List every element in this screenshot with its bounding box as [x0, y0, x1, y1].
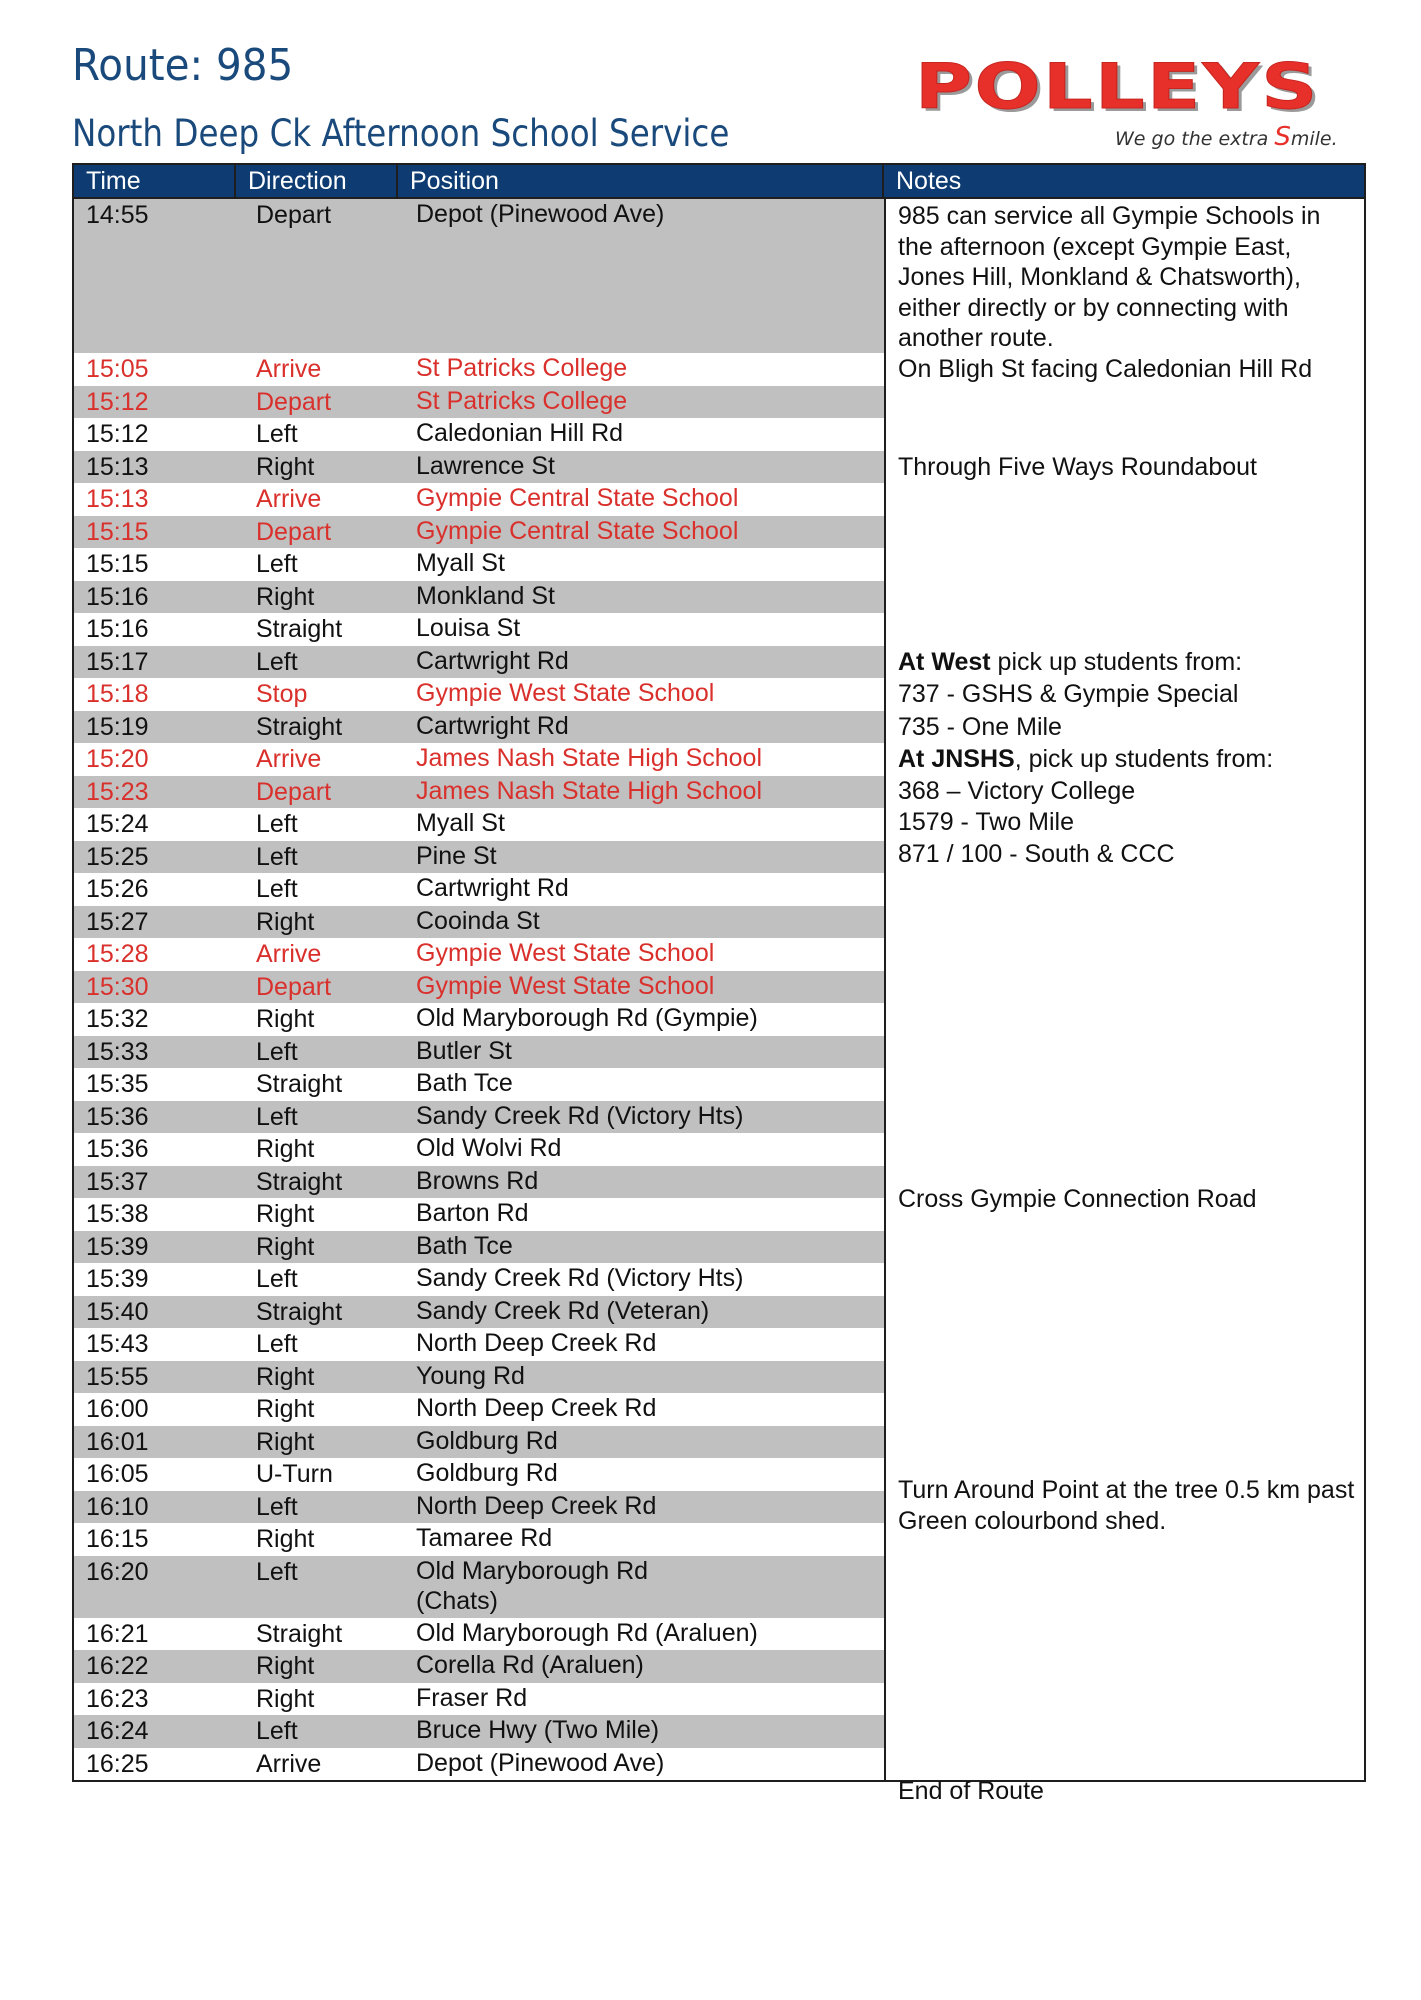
- route-title: Route: 985: [72, 40, 294, 91]
- table-row: [74, 1101, 884, 1134]
- row-time: 16:10: [86, 1492, 149, 1521]
- row-position: Gympie West State School: [416, 971, 715, 1000]
- row-direction: Right: [256, 1232, 315, 1261]
- row-position: Cartwright Rd: [416, 646, 569, 675]
- row-time: 15:30: [86, 972, 149, 1001]
- row-position: Sandy Creek Rd (Veteran): [416, 1296, 710, 1325]
- row-time: 15:32: [86, 1005, 149, 1033]
- note-west-735: 735 - One Mile: [898, 713, 1062, 741]
- row-position: Fraser Rd: [416, 1683, 528, 1712]
- row-direction: Right: [256, 1525, 315, 1553]
- note-five-ways: Through Five Ways Roundabout: [898, 453, 1257, 481]
- row-time: 15:16: [86, 582, 149, 611]
- route-timetable: [72, 163, 1366, 1805]
- row-time: 16:05: [86, 1460, 149, 1488]
- row-position: St Patricks College: [416, 386, 628, 415]
- row-time: 15:28: [86, 940, 149, 968]
- row-position: Depot (Pinewood Ave): [416, 200, 665, 228]
- row-time: 15:19: [86, 712, 149, 741]
- row-time: 16:21: [86, 1619, 149, 1648]
- row-position: Bruce Hwy (Two Mile): [416, 1716, 660, 1744]
- row-direction: Left: [256, 550, 298, 578]
- row-direction: Straight: [256, 615, 343, 643]
- row-time: 15:12: [86, 387, 149, 416]
- row-position: Old Maryborough Rd (Gympie): [416, 1004, 758, 1032]
- notes-column: [886, 199, 1364, 1805]
- row-direction: Right: [256, 452, 315, 481]
- row-direction: Right: [256, 1362, 315, 1391]
- table-row: [74, 1618, 884, 1651]
- row-direction: Depart: [256, 972, 332, 1001]
- row-direction: Left: [256, 875, 298, 903]
- row-time: 16:22: [86, 1652, 149, 1680]
- row-time: 15:25: [86, 842, 149, 871]
- table-row: [74, 483, 884, 516]
- table-row: [74, 1523, 884, 1556]
- column-header-time: Time: [74, 165, 236, 197]
- logo-tagline: [1115, 122, 1338, 152]
- table-row: [74, 516, 884, 549]
- row-position: Sandy Creek Rd (Victory Hts): [416, 1101, 744, 1130]
- row-time: 15:23: [86, 777, 149, 806]
- row-time: 15:16: [86, 615, 149, 643]
- row-time: 16:01: [86, 1427, 149, 1456]
- note-jnshs-bold: At JNSHS: [898, 745, 1015, 773]
- row-time: 15:12: [86, 420, 149, 448]
- row-position: James Nash State High School: [416, 776, 763, 805]
- row-position: Butler St: [416, 1036, 512, 1065]
- row-direction: Depart: [256, 387, 332, 416]
- table-row: [74, 1166, 884, 1199]
- service-title: North Deep Ck Afternoon School Service: [72, 112, 730, 155]
- note-jnshs-1579: 1579 - Two Mile: [898, 808, 1075, 836]
- row-position: Caledonian Hill Rd: [416, 419, 624, 447]
- table-row: [74, 418, 884, 451]
- row-position: St Patricks College: [416, 354, 628, 382]
- row-position: North Deep Creek Rd: [416, 1491, 657, 1520]
- column-header-notes: Notes: [896, 167, 962, 195]
- note-turnaround: Turn Around Point at the tree 0.5 km past Green colourbond shed.: [898, 1476, 1355, 1535]
- row-time: 16:20: [86, 1557, 149, 1586]
- row-position: Tamaree Rd: [416, 1524, 553, 1552]
- table-row: [74, 1198, 884, 1231]
- row-direction: Straight: [256, 712, 343, 741]
- row-direction: Arrive: [256, 1749, 322, 1778]
- row-time: 15:33: [86, 1037, 149, 1066]
- row-direction: Left: [256, 1557, 298, 1586]
- row-direction: Right: [256, 1684, 315, 1713]
- row-direction: Left: [256, 1265, 298, 1293]
- row-direction: Left: [256, 1037, 298, 1066]
- column-header-position: Position: [398, 165, 884, 197]
- table-row: [74, 1650, 884, 1683]
- table-row: [74, 711, 884, 744]
- row-time: 15:38: [86, 1200, 149, 1228]
- row-time: 15:18: [86, 680, 149, 708]
- row-position: Bath Tce: [416, 1069, 513, 1097]
- table-row: [74, 451, 884, 484]
- table-row: [74, 776, 884, 809]
- row-position: Gympie Central State School: [416, 516, 739, 545]
- row-direction: Straight: [256, 1297, 343, 1326]
- table-row: [74, 386, 884, 419]
- row-position: North Deep Creek Rd: [416, 1394, 657, 1422]
- note-connection-road: Cross Gympie Connection Road: [898, 1185, 1257, 1213]
- table-row: [74, 646, 884, 679]
- table-row: [74, 1426, 884, 1459]
- row-time: 16:00: [86, 1395, 149, 1423]
- row-time: 15:40: [86, 1297, 149, 1326]
- table-row: [74, 906, 884, 939]
- row-direction: Left: [256, 420, 298, 448]
- note-west-bold: At West: [898, 648, 991, 676]
- row-direction: Right: [256, 1427, 315, 1456]
- note-west-rest: pick up students from:: [990, 648, 1243, 676]
- row-time: 15:17: [86, 647, 149, 676]
- row-direction: Right: [256, 1135, 315, 1163]
- table-row: [74, 808, 884, 841]
- tagline-text: We go the extra: [1115, 128, 1275, 150]
- logo-brand: POLLEYS: [915, 50, 1320, 124]
- table-row: [74, 1715, 884, 1748]
- row-direction: Depart: [256, 777, 332, 806]
- row-direction: Right: [256, 1200, 315, 1228]
- row-time: 15:55: [86, 1362, 149, 1391]
- table-row: [74, 1393, 884, 1426]
- row-position: Lawrence St: [416, 451, 555, 480]
- tagline-text-end: mile.: [1290, 128, 1338, 150]
- row-position: Goldburg Rd: [416, 1426, 558, 1455]
- table-row: [74, 613, 884, 646]
- note-intro: 985 can service all Gympie Schools in the afternoon (except Gympie East, Jones Hill, Monkland & Chatsworth), either directly or by connecting with another route.: [898, 202, 1321, 352]
- row-direction: Right: [256, 1395, 315, 1423]
- note-jnshs-368: 368 – Victory College: [898, 777, 1136, 805]
- table-row: [74, 1263, 884, 1296]
- row-time: 15:26: [86, 875, 149, 903]
- row-position: Monkland St: [416, 581, 555, 610]
- polleys-logo: [915, 50, 1370, 150]
- table-row: [74, 938, 884, 971]
- row-time: 15:24: [86, 810, 149, 838]
- note-jnshs-rest: , pick up students from:: [1014, 745, 1274, 773]
- note-west-pickup: [898, 647, 1358, 678]
- table-row: [74, 1003, 884, 1036]
- row-time: 16:15: [86, 1525, 149, 1553]
- row-position: Pine St: [416, 841, 497, 870]
- row-time: 16:25: [86, 1749, 149, 1778]
- row-direction: Arrive: [256, 485, 322, 513]
- row-direction: Straight: [256, 1619, 343, 1648]
- row-position: Young Rd: [416, 1361, 525, 1390]
- table-row: [74, 1556, 884, 1618]
- row-position: Cartwright Rd: [416, 711, 569, 740]
- row-time: 15:35: [86, 1070, 149, 1098]
- row-position: Myall St: [416, 809, 505, 837]
- row-position: Old Maryborough Rd (Chats): [416, 1556, 649, 1615]
- row-direction: Left: [256, 1102, 298, 1131]
- row-direction: Left: [256, 842, 298, 871]
- row-direction: Depart: [256, 517, 332, 546]
- row-position: Depot (Pinewood Ave): [416, 1748, 665, 1777]
- table-header: [74, 165, 1364, 199]
- timetable-rows: [74, 199, 886, 1780]
- row-direction: Arrive: [256, 940, 322, 968]
- row-time: 15:39: [86, 1232, 149, 1261]
- row-direction: Left: [256, 1492, 298, 1521]
- note-jnshs-871: 871 / 100 - South & CCC: [898, 840, 1175, 868]
- row-direction: Arrive: [256, 355, 322, 383]
- row-time: 15:05: [86, 355, 149, 383]
- row-position: Browns Rd: [416, 1166, 539, 1195]
- table-row: [74, 1458, 884, 1491]
- row-time: 15:39: [86, 1265, 149, 1293]
- row-position: Myall St: [416, 549, 505, 577]
- row-position: Old Wolvi Rd: [416, 1134, 562, 1162]
- table-row: [74, 1231, 884, 1264]
- row-direction: Left: [256, 647, 298, 676]
- note-st-patricks: On Bligh St facing Caledonian Hill Rd: [898, 355, 1313, 383]
- row-direction: Stop: [256, 680, 308, 708]
- note-end-of-route: End of Route: [898, 1777, 1044, 1805]
- column-header-direction: Direction: [236, 165, 398, 197]
- table-row: [74, 1133, 884, 1166]
- row-position: Gympie West State School: [416, 679, 715, 707]
- table-row: [74, 971, 884, 1004]
- row-direction: Straight: [256, 1070, 343, 1098]
- row-direction: Right: [256, 582, 315, 611]
- table-row: [74, 1748, 884, 1781]
- row-direction: Depart: [256, 201, 332, 229]
- row-direction: Right: [256, 1005, 315, 1033]
- note-west-737: 737 - GSHS & Gympie Special: [898, 680, 1239, 708]
- row-time: 14:55: [86, 201, 149, 229]
- row-position: Gympie West State School: [416, 939, 715, 967]
- row-time: 15:36: [86, 1135, 149, 1163]
- row-direction: U-Turn: [256, 1460, 333, 1488]
- row-direction: Left: [256, 1717, 298, 1745]
- row-position: James Nash State High School: [416, 744, 763, 772]
- row-time: 15:36: [86, 1102, 149, 1131]
- row-time: 15:15: [86, 550, 149, 578]
- row-time: 16:24: [86, 1717, 149, 1745]
- row-time: 15:37: [86, 1167, 149, 1196]
- row-time: 15:13: [86, 452, 149, 481]
- row-direction: Left: [256, 810, 298, 838]
- table-row: [74, 1296, 884, 1329]
- table-row: [74, 743, 884, 776]
- table-row: [74, 1491, 884, 1524]
- row-position: Goldburg Rd: [416, 1459, 558, 1487]
- row-position: Old Maryborough Rd (Araluen): [416, 1618, 758, 1647]
- row-direction: Right: [256, 907, 315, 936]
- row-position: Cartwright Rd: [416, 874, 569, 902]
- table-row: [74, 199, 884, 353]
- row-direction: Arrive: [256, 745, 322, 773]
- row-time: 16:23: [86, 1684, 149, 1713]
- note-jnshs-pickup: [898, 744, 1358, 775]
- table-row: [74, 581, 884, 614]
- smile-s-glyph: S: [1274, 122, 1291, 152]
- row-position: Corella Rd (Araluen): [416, 1651, 644, 1679]
- row-time: 15:15: [86, 517, 149, 546]
- table-row: [74, 353, 884, 386]
- table-row: [74, 1361, 884, 1394]
- table-row: [74, 678, 884, 711]
- row-position: North Deep Creek Rd: [416, 1329, 657, 1357]
- row-position: Bath Tce: [416, 1231, 513, 1260]
- row-time: 15:43: [86, 1330, 149, 1358]
- row-time: 15:20: [86, 745, 149, 773]
- row-position: Barton Rd: [416, 1199, 529, 1227]
- table-row: [74, 548, 884, 581]
- row-direction: Straight: [256, 1167, 343, 1196]
- row-position: Gympie Central State School: [416, 484, 739, 512]
- row-direction: Right: [256, 1652, 315, 1680]
- row-time: 15:13: [86, 485, 149, 513]
- table-row: [74, 873, 884, 906]
- row-position: Sandy Creek Rd (Victory Hts): [416, 1264, 744, 1292]
- table-row: [74, 1068, 884, 1101]
- row-position: Louisa St: [416, 614, 521, 642]
- row-time: 15:27: [86, 907, 149, 936]
- table-row: [74, 841, 884, 874]
- table-row: [74, 1328, 884, 1361]
- row-position: Cooinda St: [416, 906, 540, 935]
- row-direction: Left: [256, 1330, 298, 1358]
- table-row: [74, 1683, 884, 1716]
- table-row: [74, 1036, 884, 1069]
